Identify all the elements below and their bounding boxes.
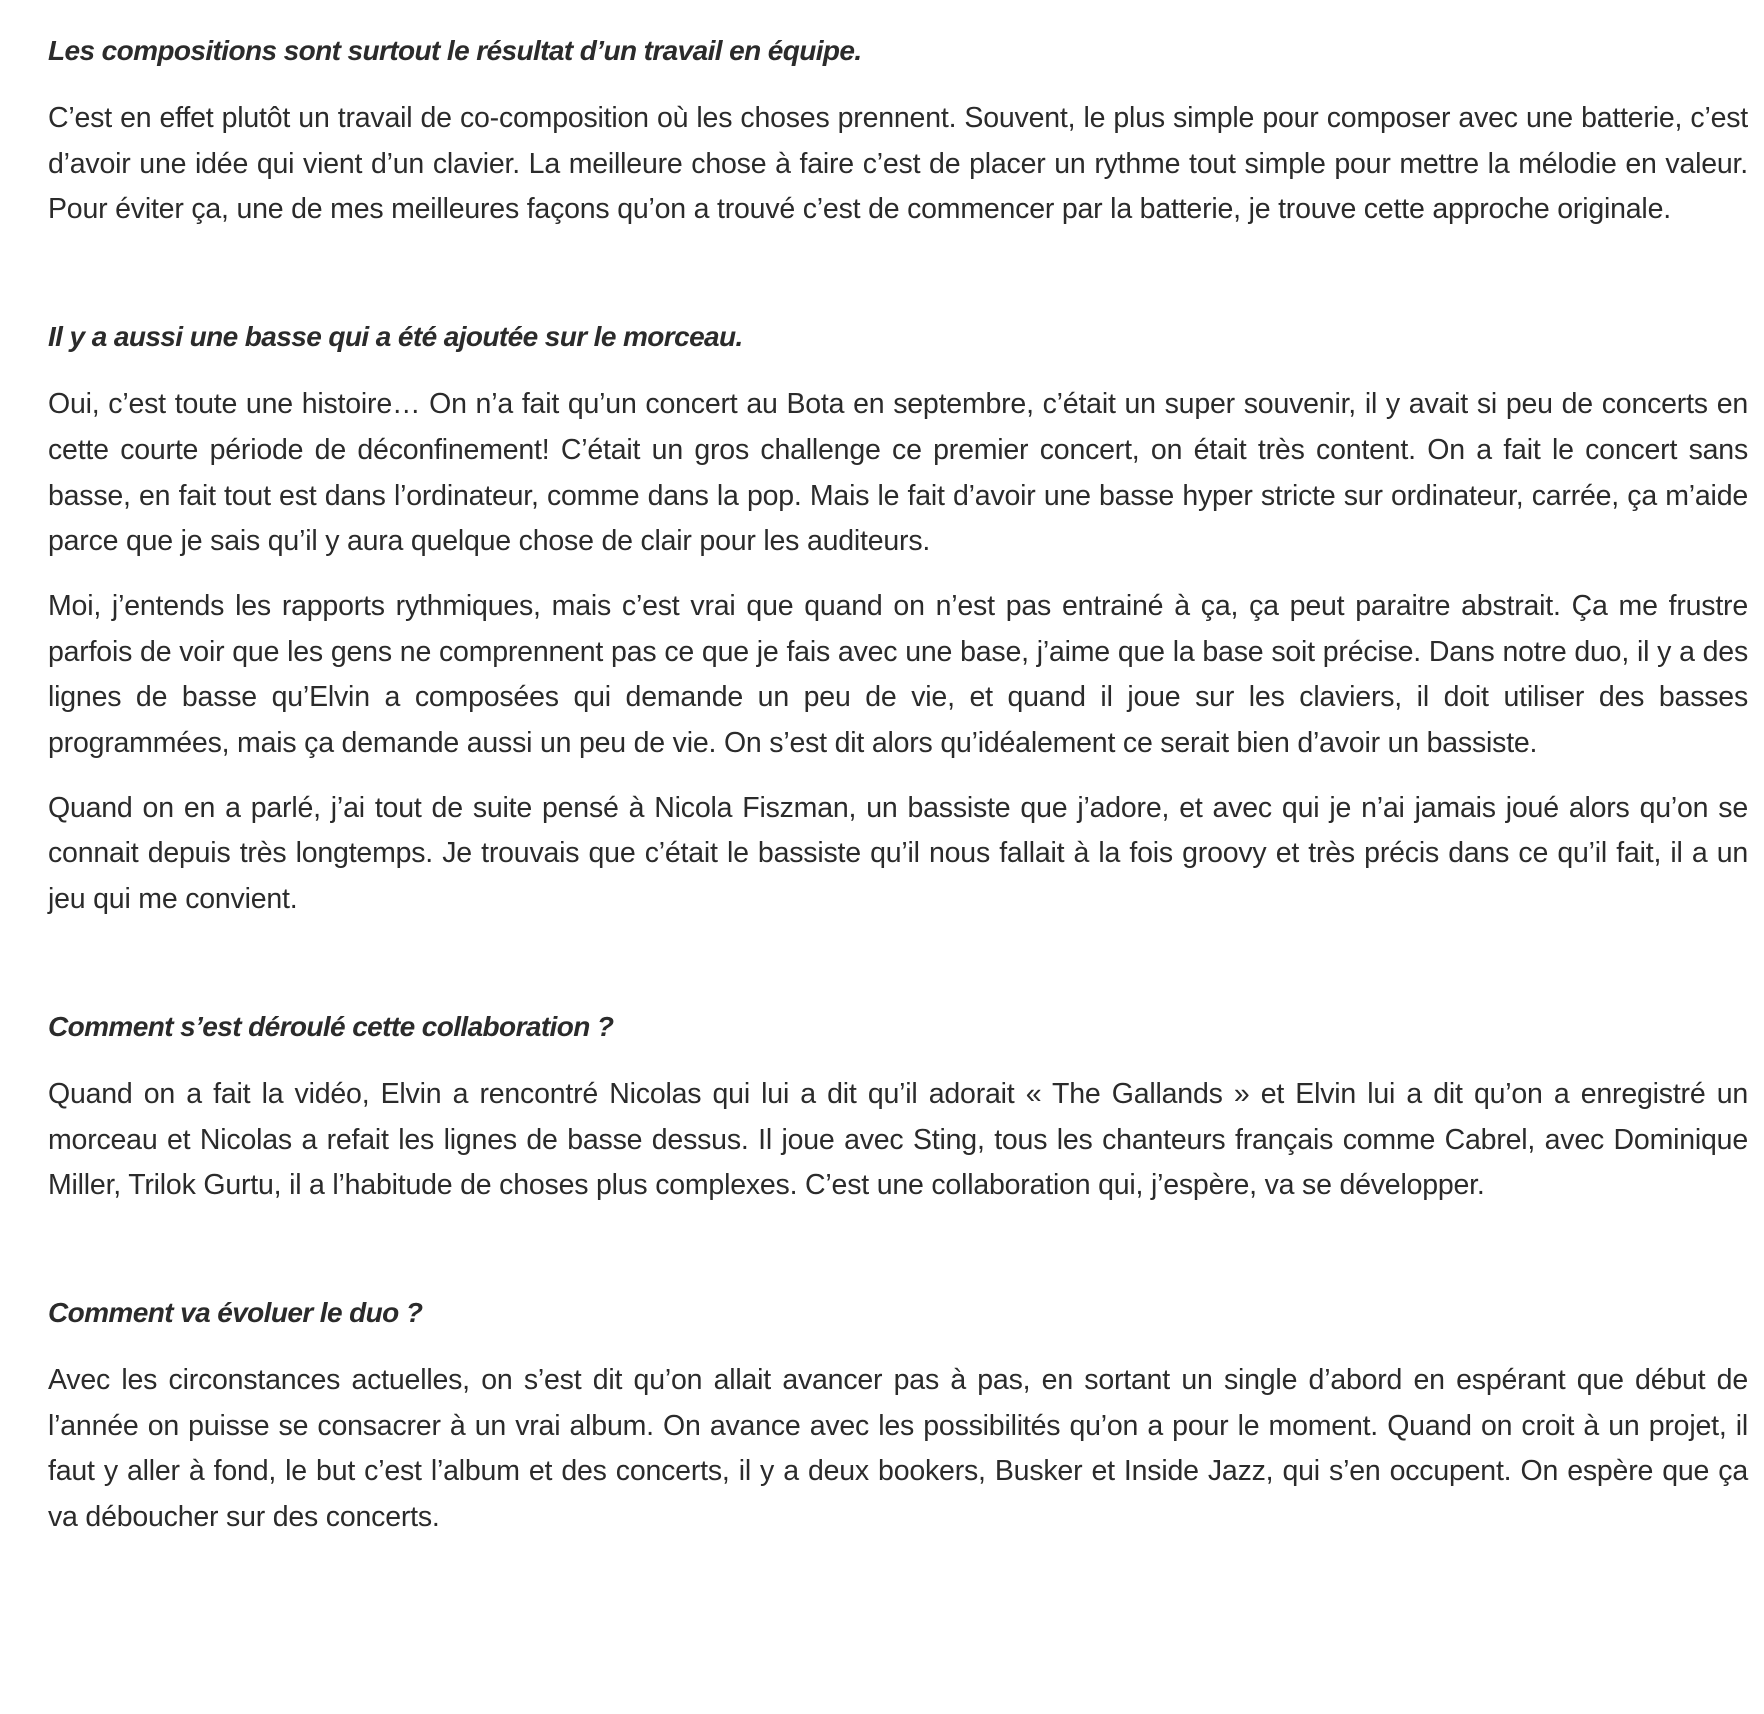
answer-paragraph: Moi, j’entends les rapports rythmiques, mais c’est vrai que quand on n’est pas entrainé à ça, ça peut paraitre abstrait. Ça me frustre parfois de voir que les gens ne comprennent pas ce que je fais avec une base, j’aime que la base soit précise. Dans notre duo, il y a des lignes de basse qu’Elvin a composées qui demande un peu de vie, et quand il joue sur les claviers, il doit utiliser des basses programmées, mais ça demande aussi un peu de vie. On s’est dit alors qu’idéalement ce serait bien d’avoir un bassiste.	[48, 589, 1748, 760]
section-spacer	[48, 942, 1748, 1002]
interview-question-1: Les compositions sont surtout le résultat d’un travail en équipe.	[48, 35, 862, 66]
section-spacer	[48, 252, 1748, 312]
answer-paragraph: C’est en effet plutôt un travail de co-composition où les choses prennent. Souvent, le plus simple pour composer avec une batterie, c’est d’avoir une idée qui vient d’un clavier. La meilleure chose à faire c’est de placer un rythme tout simple pour mettre la mélodie en valeur. Pour éviter ça, une de mes meilleures façons qu’on a trouvé c’est de commencer par la batterie, je trouve cette approche originale.	[48, 102, 1748, 226]
answer-paragraph: Quand on en a parlé, j’ai tout de suite pensé à Nicola Fiszman, un bassiste que j’adore, et avec qui je n’ai jamais joué alors qu’on se connait depuis très longtemps. Je trouvais que c’était le bassiste qu’il nous fallait à la fois groovy et très précis dans ce qu’il fait, il a un jeu qui me convient.	[48, 791, 1748, 916]
answer-paragraph: Oui, c’est toute une histoire… On n’a fait qu’un concert au Bota en septembre, c’était un super souvenir, il y avait si peu de concerts en cette courte période de déconfinement! C’était un gros challenge ce premier concert, on était très content. On a fait le concert sans basse, en fait tout est dans l’ordinateur, comme dans la pop. Mais le fait d’avoir une basse hyper stricte sur ordinateur, carrée, ça m’aide parce que je sais qu’il y aura quelque chose de clair pour les auditeurs.	[48, 388, 1748, 558]
interview-question-4: Comment va évoluer le duo ?	[48, 1296, 423, 1328]
answer-paragraph: Avec les circonstances actuelles, on s’est dit qu’on allait avancer pas à pas, en sortant un single d’abord en espérant que début de l’année on puisse se consacrer à un vrai album. On avance avec les possibilités qu’on a pour le moment. Quand on croit à un projet, il faut y aller à fond, le but c’est l’album et des concerts, il y a deux bookers, Busker et Inside Jazz, qui s’en occupent. On espère que ça va déboucher sur des concerts.	[48, 1363, 1748, 1534]
section-spacer	[48, 1228, 1748, 1288]
answer-paragraph: Quand on a fait la vidéo, Elvin a rencontré Nicolas qui lui a dit qu’il adorait « The Gallands » et Elvin lui a dit qu’on a enregistré un morceau et Nicolas a refait les lignes de basse dessus. Il joue avec Sting, tous les chanteurs français comme Cabrel, avec Dominique Miller, Trilok Gurtu, il a l’habitude de choses plus complexes. C’est une collaboration qui, j’espère, va se développer.	[48, 1077, 1748, 1202]
interview-question-3: Comment s’est déroulé cette collaboration ?	[48, 1010, 614, 1042]
interview-question-2: Il y a aussi une basse qui a été ajoutée sur le morceau.	[48, 321, 743, 353]
